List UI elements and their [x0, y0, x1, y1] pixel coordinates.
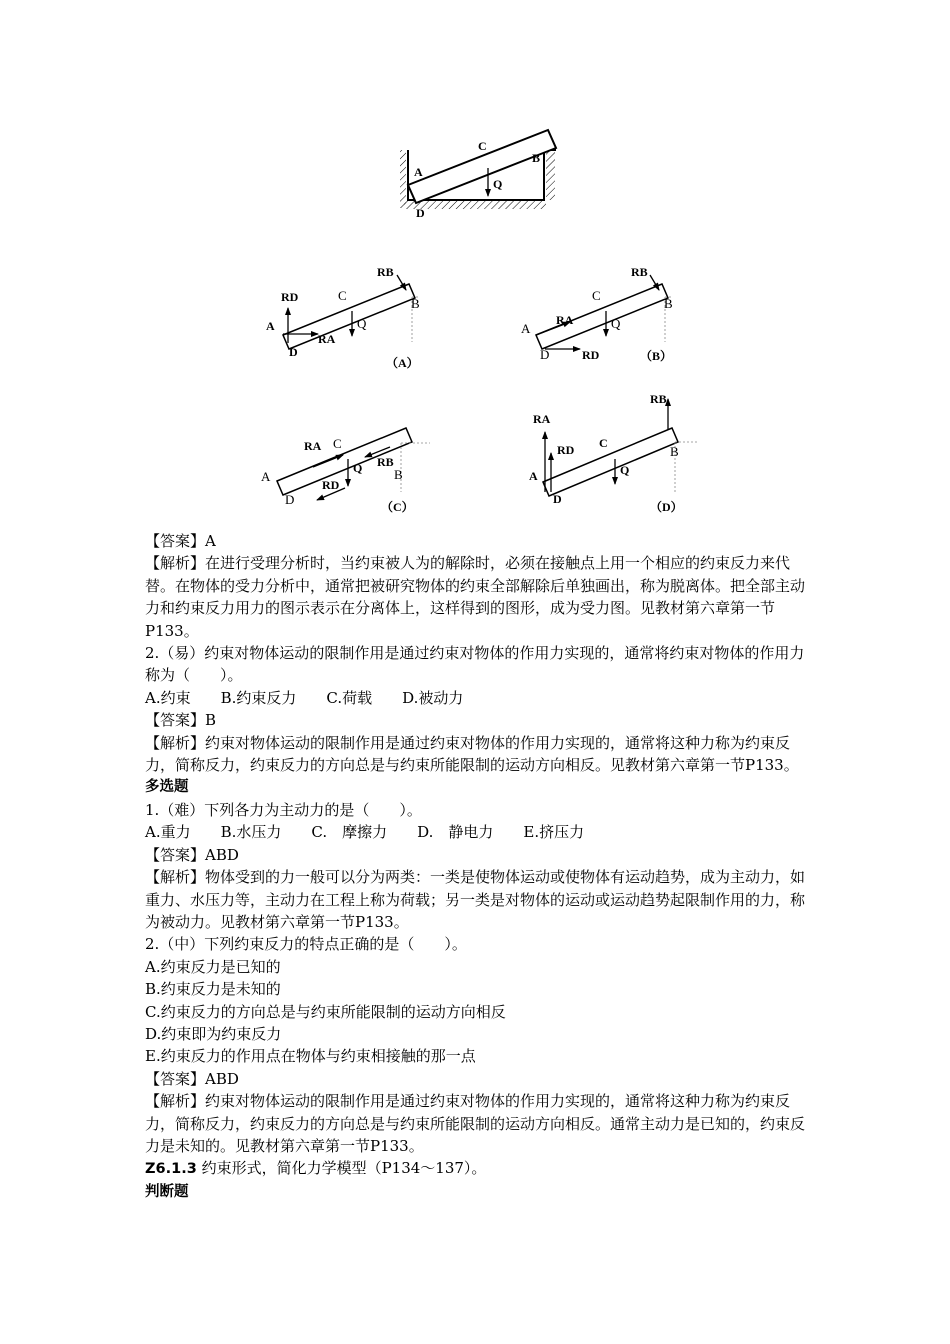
- force-diagram-figures: [0, 0, 950, 530]
- section-code: Z6.1.3: [145, 1161, 197, 1178]
- label-c: C: [478, 139, 487, 153]
- label-rb: RB: [650, 392, 667, 406]
- question-options: A.重力 B.水压力 C. 摩擦力 D. 静电力 E.挤压力: [145, 823, 585, 842]
- caption-b: （B）: [640, 349, 673, 363]
- label-a: A: [521, 321, 531, 336]
- label-d: D: [553, 492, 562, 506]
- label-b: B: [411, 296, 420, 311]
- question-text: 2.（易）约束对物体运动的限制作用是通过约束对物体的作用力实现的，通常将约束对物体的作用力称为（ ）。: [145, 644, 805, 685]
- label-q: Q: [357, 316, 367, 331]
- label-rd: RD: [281, 290, 299, 304]
- explanation-paragraph: 【解析】约束对物体运动的限制作用是通过约束对物体的作用力实现的，通常将这种力称为约束反力，简称反力，约束反力的方向总是与约束所能限制的运动方向相反。见教材第六章第一节P133。: [145, 733, 799, 775]
- label-rb: RB: [631, 265, 648, 279]
- right-wall-hatch: [546, 150, 555, 200]
- option-b: B.约束反力是未知的: [145, 980, 281, 999]
- label-rd: RD: [582, 348, 600, 362]
- section-heading: 判断题: [145, 1183, 189, 1200]
- caption-c: （C）: [381, 500, 414, 514]
- label-ra: RA: [318, 332, 336, 346]
- caption-a: （A）: [386, 356, 419, 370]
- label-c: C: [338, 288, 347, 303]
- section-subheading: [145, 1157, 815, 1180]
- label-q: Q: [493, 177, 503, 191]
- label-rb: RB: [377, 265, 394, 279]
- explanation-paragraph: 【解析】约束对物体运动的限制作用是通过约束对物体的作用力实现的，通常将这种力称为约束反力，简称反力，约束反力的方向总是与约束所能限制的运动方向相反。通常主动力是已知的，约束反力是未知的。见教材第六章第一节P133。: [145, 1092, 806, 1155]
- answer-line: 【答案】ABD: [145, 845, 239, 864]
- label-q: Q: [353, 461, 363, 475]
- section-subheading-text: 约束形式，简化力学模型（P134～137）。: [196, 1159, 487, 1178]
- label-b: B: [532, 151, 541, 165]
- explanation-paragraph: 【解析】在进行受理分析时，当约束被人为的解除时，必须在接触点上用一个相应的约束反力来代替。在物体的受力分析中，通常把被研究物体的约束全部解除后单独画出，称为脱离体。把全部主动力和约束反力用力的图示表示在分离体上，这样得到的图形，成为受力图。见教材第六章第一节P133。: [145, 554, 806, 640]
- option-a: A.约束反力是已知的: [145, 957, 281, 976]
- label-d: D: [416, 206, 425, 220]
- label-a: A: [529, 469, 538, 483]
- option-c: C.约束反力的方向总是与约束所能限制的运动方向相反: [145, 1002, 506, 1021]
- caption-d: （D）: [650, 500, 683, 514]
- label-b: B: [670, 444, 679, 459]
- panel-d: [529, 392, 697, 514]
- label-ra: RA: [304, 439, 322, 453]
- panel-a: [266, 265, 420, 370]
- beam: [543, 428, 678, 496]
- label-rd: RD: [557, 443, 575, 457]
- question-options: A.约束 B.约束反力 C.荷载 D.被动力: [145, 688, 464, 707]
- label-q: Q: [611, 316, 621, 331]
- question-text: 2.（中）下列约束反力的特点正确的是（ ）。: [145, 935, 467, 954]
- label-ra: RA: [556, 313, 574, 327]
- document-body: [145, 530, 815, 1203]
- label-rd: RD: [322, 478, 340, 492]
- answer-line: 【答案】A: [145, 532, 216, 550]
- panel-b: [521, 265, 673, 363]
- answer-line: 【答案】B: [145, 711, 217, 730]
- floor-hatch: [404, 200, 546, 209]
- label-a: A: [261, 469, 271, 484]
- label-a: A: [266, 319, 275, 333]
- label-c: C: [592, 288, 601, 303]
- label-d: D: [289, 345, 298, 359]
- label-ra: RA: [533, 412, 551, 426]
- top-figure: [400, 130, 556, 220]
- option-d: D.约束即为约束反力: [145, 1024, 282, 1043]
- panel-c: [261, 428, 430, 514]
- label-d: D: [540, 347, 550, 362]
- label-b: B: [394, 467, 403, 482]
- label-c: C: [599, 436, 608, 450]
- label-q: Q: [620, 463, 630, 477]
- option-e: E.约束反力的作用点在物体与约束相接触的那一点: [145, 1047, 476, 1066]
- explanation-paragraph: 【解析】物体受到的力一般可以分为两类：一类是使物体运动或使物体有运动趋势，成为主动力，如重力、水压力等，主动力在工程上称为荷载；另一类是对物体的运动或运动趋势起限制作用的力，称为被动力。见教材第六章第一节P133。: [145, 868, 806, 931]
- label-c: C: [333, 436, 342, 451]
- label-rb: RB: [377, 455, 394, 469]
- label-b: B: [664, 296, 673, 311]
- label-a: A: [414, 165, 423, 179]
- section-heading: 多选题: [145, 779, 189, 796]
- label-d: D: [285, 492, 295, 507]
- left-wall-hatch: [400, 150, 406, 208]
- question-text: 1.（难）下列各力为主动力的是（ ）。: [145, 800, 422, 819]
- answer-line: 【答案】ABD: [145, 1069, 239, 1088]
- beam: [283, 284, 415, 349]
